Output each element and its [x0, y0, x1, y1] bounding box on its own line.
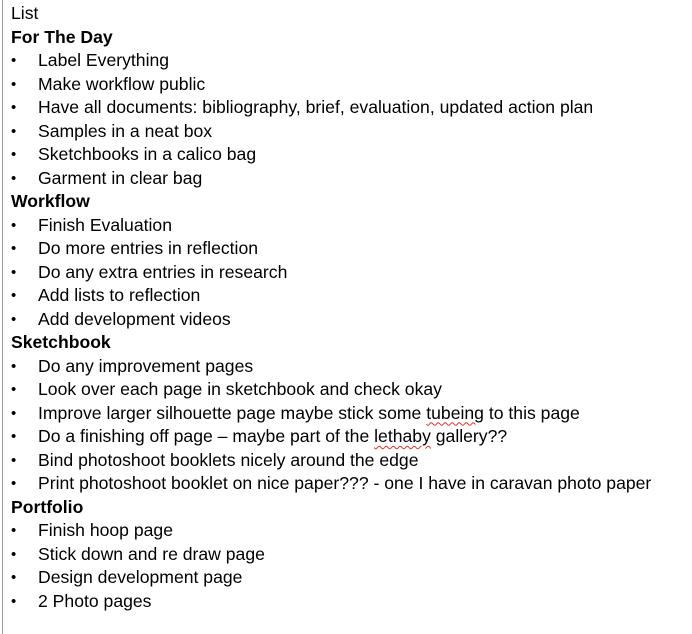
list-item	[11, 261, 687, 285]
bullet-icon: •	[11, 404, 17, 422]
bullet-icon: •	[11, 216, 17, 234]
list-item-text: Improve larger silhouette page maybe stick some tubeing to this page	[38, 402, 580, 423]
list-item-text: Do any extra entries in research	[38, 261, 288, 282]
list-item-text: Print photoshoot booklet on nice paper??? - one I have in caravan photo paper	[38, 473, 652, 493]
bullet-icon: •	[11, 75, 17, 93]
document-title: List	[11, 3, 39, 23]
list-item-text: 2 Photo pages	[38, 590, 152, 611]
bullet-icon: •	[11, 451, 17, 469]
list-item-text: Do any improvement pages	[38, 355, 254, 376]
list-item	[11, 143, 687, 167]
bullet-icon: •	[11, 146, 17, 163]
page-left-edge	[2, 0, 3, 634]
sections-container	[11, 26, 687, 614]
list-item-text: Finish hoop page	[38, 520, 173, 540]
list-item	[11, 284, 687, 308]
list-item	[11, 167, 687, 191]
section-heading: Portfolio	[11, 496, 84, 517]
list-item	[11, 566, 687, 590]
document-body[interactable]	[11, 2, 687, 613]
spellcheck-flagged-word[interactable]: tubeing	[426, 402, 484, 423]
list-item	[11, 49, 687, 73]
list-item-text: Samples in a neat box	[38, 120, 213, 141]
bullet-icon: •	[11, 357, 17, 375]
list-item-text: Have all documents: bibliography, brief, evaluation, updated action plan	[38, 97, 594, 117]
list-item-text: Stick down and re draw page	[38, 543, 265, 564]
bullet-icon: •	[11, 240, 17, 257]
list-item	[11, 96, 687, 120]
list-item-text: Finish Evaluation	[38, 214, 172, 235]
list-item-text: Sketchbooks in a calico bag	[38, 144, 257, 164]
list-item-text: Make workflow public	[38, 73, 206, 94]
list-item	[11, 402, 687, 426]
bullet-icon: •	[11, 592, 17, 610]
list-item-text: Bind photoshoot booklets nicely around the edge	[38, 449, 419, 470]
list-item-text: Design development page	[38, 567, 243, 587]
list-item	[11, 214, 687, 238]
list-item-text: Do more entries in reflection	[38, 238, 259, 258]
list-item	[11, 519, 687, 543]
bullet-icon: •	[11, 263, 17, 281]
bullet-icon: •	[11, 475, 17, 492]
bullet-icon: •	[11, 99, 17, 116]
list-item	[11, 355, 687, 379]
bullet-icon: •	[11, 169, 17, 187]
bullet-icon: •	[11, 52, 17, 69]
bullet-icon: •	[11, 287, 17, 304]
bullet-icon: •	[11, 545, 17, 563]
list-item	[11, 425, 687, 449]
list-item	[11, 237, 687, 261]
bullet-icon: •	[11, 122, 17, 140]
list-item-text: Look over each page in sketchbook and check okay	[38, 379, 442, 399]
section-heading: Sketchbook	[11, 332, 111, 352]
list-item-text: Add development videos	[38, 308, 231, 329]
list-item	[11, 590, 687, 614]
list-item-text: Garment in clear bag	[38, 167, 203, 188]
spellcheck-flagged-word[interactable]: lethaby	[374, 426, 431, 446]
bullet-icon: •	[11, 569, 17, 586]
list-item	[11, 378, 687, 402]
list-item	[11, 73, 687, 97]
bullet-icon: •	[11, 428, 17, 445]
section-heading: For The Day	[11, 26, 113, 47]
list-item	[11, 308, 687, 332]
list-item	[11, 472, 687, 496]
bullet-icon: •	[11, 310, 17, 328]
list-item-text: Add lists to reflection	[38, 285, 201, 305]
list-item	[11, 543, 687, 567]
section-heading: Workflow	[11, 191, 90, 211]
list-item	[11, 120, 687, 144]
list-item-text: Label Everything	[38, 50, 170, 70]
bullet-icon: •	[11, 381, 17, 398]
list-item-text: Do a finishing off page – maybe part of the lethaby gallery??	[38, 426, 508, 446]
bullet-icon: •	[11, 522, 17, 539]
list-item	[11, 449, 687, 473]
